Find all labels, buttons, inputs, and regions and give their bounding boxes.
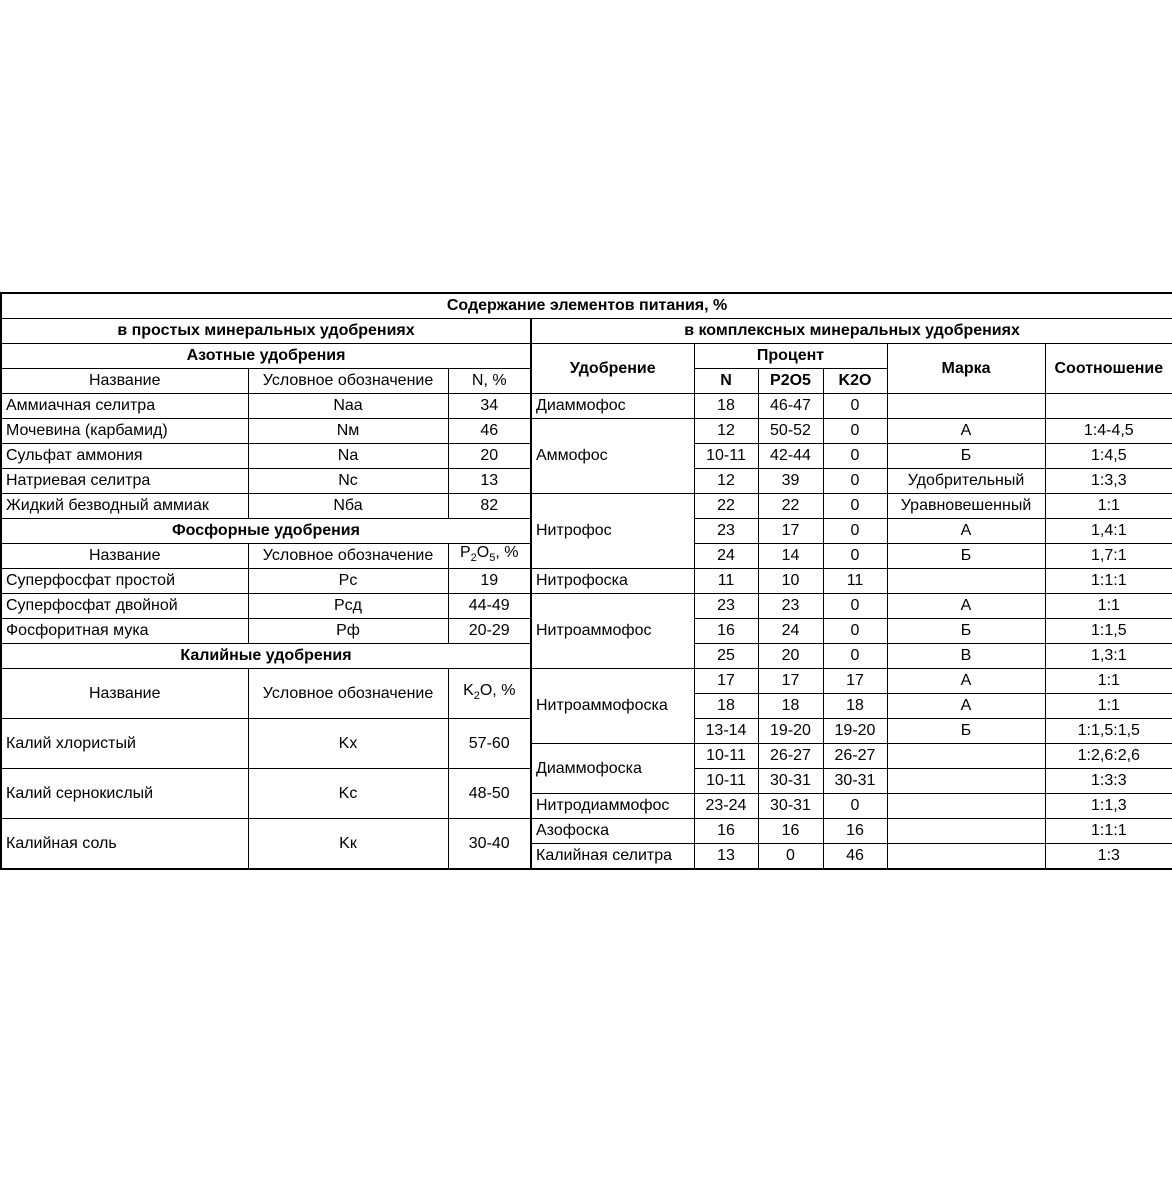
cx-k: 19-20 — [823, 719, 887, 744]
cx-p: 42-44 — [758, 444, 823, 469]
table-row — [1, 494, 1172, 519]
table-row — [1, 569, 1172, 594]
cx-name: Нитродиаммофос — [531, 794, 694, 819]
n-symbol: Nм — [248, 419, 448, 444]
table-row — [1, 594, 1172, 619]
phosphorus-col-value: $P_2O_5$, % — [448, 544, 531, 569]
table-row — [1, 394, 1172, 419]
n-symbol: Nc — [248, 469, 448, 494]
cx-ratio: 1:1,3 — [1045, 794, 1172, 819]
n-symbol: Naa — [248, 394, 448, 419]
p-symbol: Pсд — [248, 594, 448, 619]
cx-p: 22 — [758, 494, 823, 519]
cx-brand: Б — [887, 544, 1045, 569]
cx-ratio: 1:3 — [1045, 844, 1172, 870]
cx-n: 23 — [694, 594, 758, 619]
cx-name: Азофоска — [531, 819, 694, 844]
cx-k: 30-31 — [823, 769, 887, 794]
cx-k: 0 — [823, 544, 887, 569]
cx-p: 26-27 — [758, 744, 823, 769]
cx-brand — [887, 769, 1045, 794]
cx-n: 16 — [694, 819, 758, 844]
cx-brand — [887, 569, 1045, 594]
cx-brand: Уравновешенный — [887, 494, 1045, 519]
cx-k: 46 — [823, 844, 887, 870]
cx-n: 11 — [694, 569, 758, 594]
phosphorus-heading: Фосфорные удобрения — [1, 519, 531, 544]
p-name: Суперфосфат двойной — [1, 594, 248, 619]
cx-brand: А — [887, 519, 1045, 544]
table-title: Содержание элементов питания, % — [1, 293, 1172, 319]
cx-p: 0 — [758, 844, 823, 870]
cx-ratio: 1:3:3 — [1045, 769, 1172, 794]
cx-n: 18 — [694, 694, 758, 719]
cx-ratio: 1:1 — [1045, 669, 1172, 694]
cx-name: Диаммофоска — [531, 744, 694, 794]
n-value: 13 — [448, 469, 531, 494]
n-symbol: Nба — [248, 494, 448, 519]
potassium-col-symbol: Условное обозначение — [248, 669, 448, 719]
n-name: Аммиачная селитра — [1, 394, 248, 419]
cx-name: Нитроаммофос — [531, 594, 694, 669]
cx-ratio: 1:1,5:1,5 — [1045, 719, 1172, 744]
cx-brand: А — [887, 669, 1045, 694]
cx-n: 13-14 — [694, 719, 758, 744]
p-name: Суперфосфат простой — [1, 569, 248, 594]
cx-ratio: 1,3:1 — [1045, 644, 1172, 669]
cx-p: 39 — [758, 469, 823, 494]
cx-ratio: 1:1,5 — [1045, 619, 1172, 644]
n-name: Мочевина (карбамид) — [1, 419, 248, 444]
k-symbol: Kx — [248, 719, 448, 769]
col-fertilizer: Удобрение — [531, 344, 694, 394]
cx-p: 20 — [758, 644, 823, 669]
k-value: 48-50 — [448, 769, 531, 819]
cx-k: 11 — [823, 569, 887, 594]
col-ratio: Соотношение — [1045, 344, 1172, 394]
cx-k: 0 — [823, 394, 887, 419]
cx-k: 0 — [823, 594, 887, 619]
k-name: Калий хлористый — [1, 719, 248, 769]
cx-p: 50-52 — [758, 419, 823, 444]
cx-ratio: 1:2,6:2,6 — [1045, 744, 1172, 769]
table-row — [1, 819, 1172, 844]
cx-ratio: 1:1:1 — [1045, 569, 1172, 594]
cx-ratio: 1:1 — [1045, 494, 1172, 519]
cx-ratio: 1,4:1 — [1045, 519, 1172, 544]
cx-k: 0 — [823, 419, 887, 444]
cx-brand — [887, 819, 1045, 844]
potassium-col-name: Название — [1, 669, 248, 719]
cx-brand — [887, 794, 1045, 819]
cx-ratio: 1:1 — [1045, 694, 1172, 719]
simple-fertilizers-heading: в простых минеральных удобрениях — [1, 319, 531, 344]
potassium-col-value: $K_2O$, % — [448, 669, 531, 719]
n-name: Сульфат аммония — [1, 444, 248, 469]
cx-n: 10-11 — [694, 444, 758, 469]
k-value: 30-40 — [448, 819, 531, 870]
k-symbol: Kc — [248, 769, 448, 819]
cx-p: 16 — [758, 819, 823, 844]
cx-name: Нитрофос — [531, 494, 694, 569]
col-percent: Процент — [694, 344, 887, 369]
table-row — [1, 419, 1172, 444]
cx-ratio: 1:4-4,5 — [1045, 419, 1172, 444]
cx-name: Аммофос — [531, 419, 694, 494]
cx-k: 0 — [823, 644, 887, 669]
cx-k: 0 — [823, 519, 887, 544]
p-value: 20-29 — [448, 619, 531, 644]
n-value: 34 — [448, 394, 531, 419]
cx-n: 12 — [694, 469, 758, 494]
cx-brand: Б — [887, 619, 1045, 644]
cx-ratio: 1,7:1 — [1045, 544, 1172, 569]
cx-name: Нитроаммофоска — [531, 669, 694, 744]
cx-name: Нитрофоска — [531, 569, 694, 594]
cx-n: 12 — [694, 419, 758, 444]
cx-n: 23-24 — [694, 794, 758, 819]
p-symbol: Pф — [248, 619, 448, 644]
cx-name: Диаммофос — [531, 394, 694, 419]
phosphorus-col-name: Название — [1, 544, 248, 569]
cx-brand: Б — [887, 719, 1045, 744]
cx-k: 0 — [823, 494, 887, 519]
cx-n: 18 — [694, 394, 758, 419]
n-value: 82 — [448, 494, 531, 519]
n-value: 46 — [448, 419, 531, 444]
cx-p: 18 — [758, 694, 823, 719]
cx-n: 16 — [694, 619, 758, 644]
cx-k: 0 — [823, 794, 887, 819]
cx-ratio: 1:1 — [1045, 594, 1172, 619]
cx-k: 0 — [823, 444, 887, 469]
nitrogen-col-value: N, % — [448, 369, 531, 394]
p-value: 19 — [448, 569, 531, 594]
cx-k: 16 — [823, 819, 887, 844]
nitrogen-col-name: Название — [1, 369, 248, 394]
cx-brand — [887, 394, 1045, 419]
complex-fertilizers-heading: в комплексных минеральных удобрениях — [531, 319, 1172, 344]
cx-n: 23 — [694, 519, 758, 544]
cx-n: 17 — [694, 669, 758, 694]
col-k2o: K2O — [823, 369, 887, 394]
cx-p: 17 — [758, 519, 823, 544]
cx-p: 19-20 — [758, 719, 823, 744]
cx-brand — [887, 844, 1045, 870]
cx-p: 10 — [758, 569, 823, 594]
col-n: N — [694, 369, 758, 394]
k-name: Калий сернокислый — [1, 769, 248, 819]
cx-n: 25 — [694, 644, 758, 669]
cx-brand: А — [887, 419, 1045, 444]
n-value: 20 — [448, 444, 531, 469]
cx-brand: Удобрительный — [887, 469, 1045, 494]
n-symbol: Na — [248, 444, 448, 469]
cx-n: 13 — [694, 844, 758, 870]
k-symbol: Kк — [248, 819, 448, 870]
cx-n: 10-11 — [694, 769, 758, 794]
cx-ratio: 1:1:1 — [1045, 819, 1172, 844]
col-brand: Марка — [887, 344, 1045, 394]
cx-brand: А — [887, 694, 1045, 719]
cx-k: 0 — [823, 619, 887, 644]
cx-brand: В — [887, 644, 1045, 669]
cx-p: 30-31 — [758, 794, 823, 819]
n-name: Жидкий безводный аммиак — [1, 494, 248, 519]
cx-name: Калийная селитра — [531, 844, 694, 870]
nitrogen-heading: Азотные удобрения — [1, 344, 531, 369]
cx-ratio — [1045, 394, 1172, 419]
col-p2o5: P2O5 — [758, 369, 823, 394]
cx-k: 0 — [823, 469, 887, 494]
cx-ratio: 1:3,3 — [1045, 469, 1172, 494]
cx-brand: Б — [887, 444, 1045, 469]
cx-p: 24 — [758, 619, 823, 644]
cx-brand: А — [887, 594, 1045, 619]
p-value: 44-49 — [448, 594, 531, 619]
cx-p: 14 — [758, 544, 823, 569]
phosphorus-col-symbol: Условное обозначение — [248, 544, 448, 569]
nutrient-content-table — [0, 292, 1172, 870]
nitrogen-col-symbol: Условное обозначение — [248, 369, 448, 394]
cx-p: 23 — [758, 594, 823, 619]
k-name: Калийная соль — [1, 819, 248, 870]
cx-k: 17 — [823, 669, 887, 694]
cx-ratio: 1:4,5 — [1045, 444, 1172, 469]
p-name: Фосфоритная мука — [1, 619, 248, 644]
cx-p: 30-31 — [758, 769, 823, 794]
cx-p: 17 — [758, 669, 823, 694]
cx-n: 24 — [694, 544, 758, 569]
k-value: 57-60 — [448, 719, 531, 769]
cx-k: 18 — [823, 694, 887, 719]
n-name: Натриевая селитра — [1, 469, 248, 494]
cx-brand — [887, 744, 1045, 769]
potassium-heading: Калийные удобрения — [1, 644, 531, 669]
cx-n: 22 — [694, 494, 758, 519]
cx-k: 26-27 — [823, 744, 887, 769]
p-symbol: Pc — [248, 569, 448, 594]
cx-n: 10-11 — [694, 744, 758, 769]
cx-p: 46-47 — [758, 394, 823, 419]
